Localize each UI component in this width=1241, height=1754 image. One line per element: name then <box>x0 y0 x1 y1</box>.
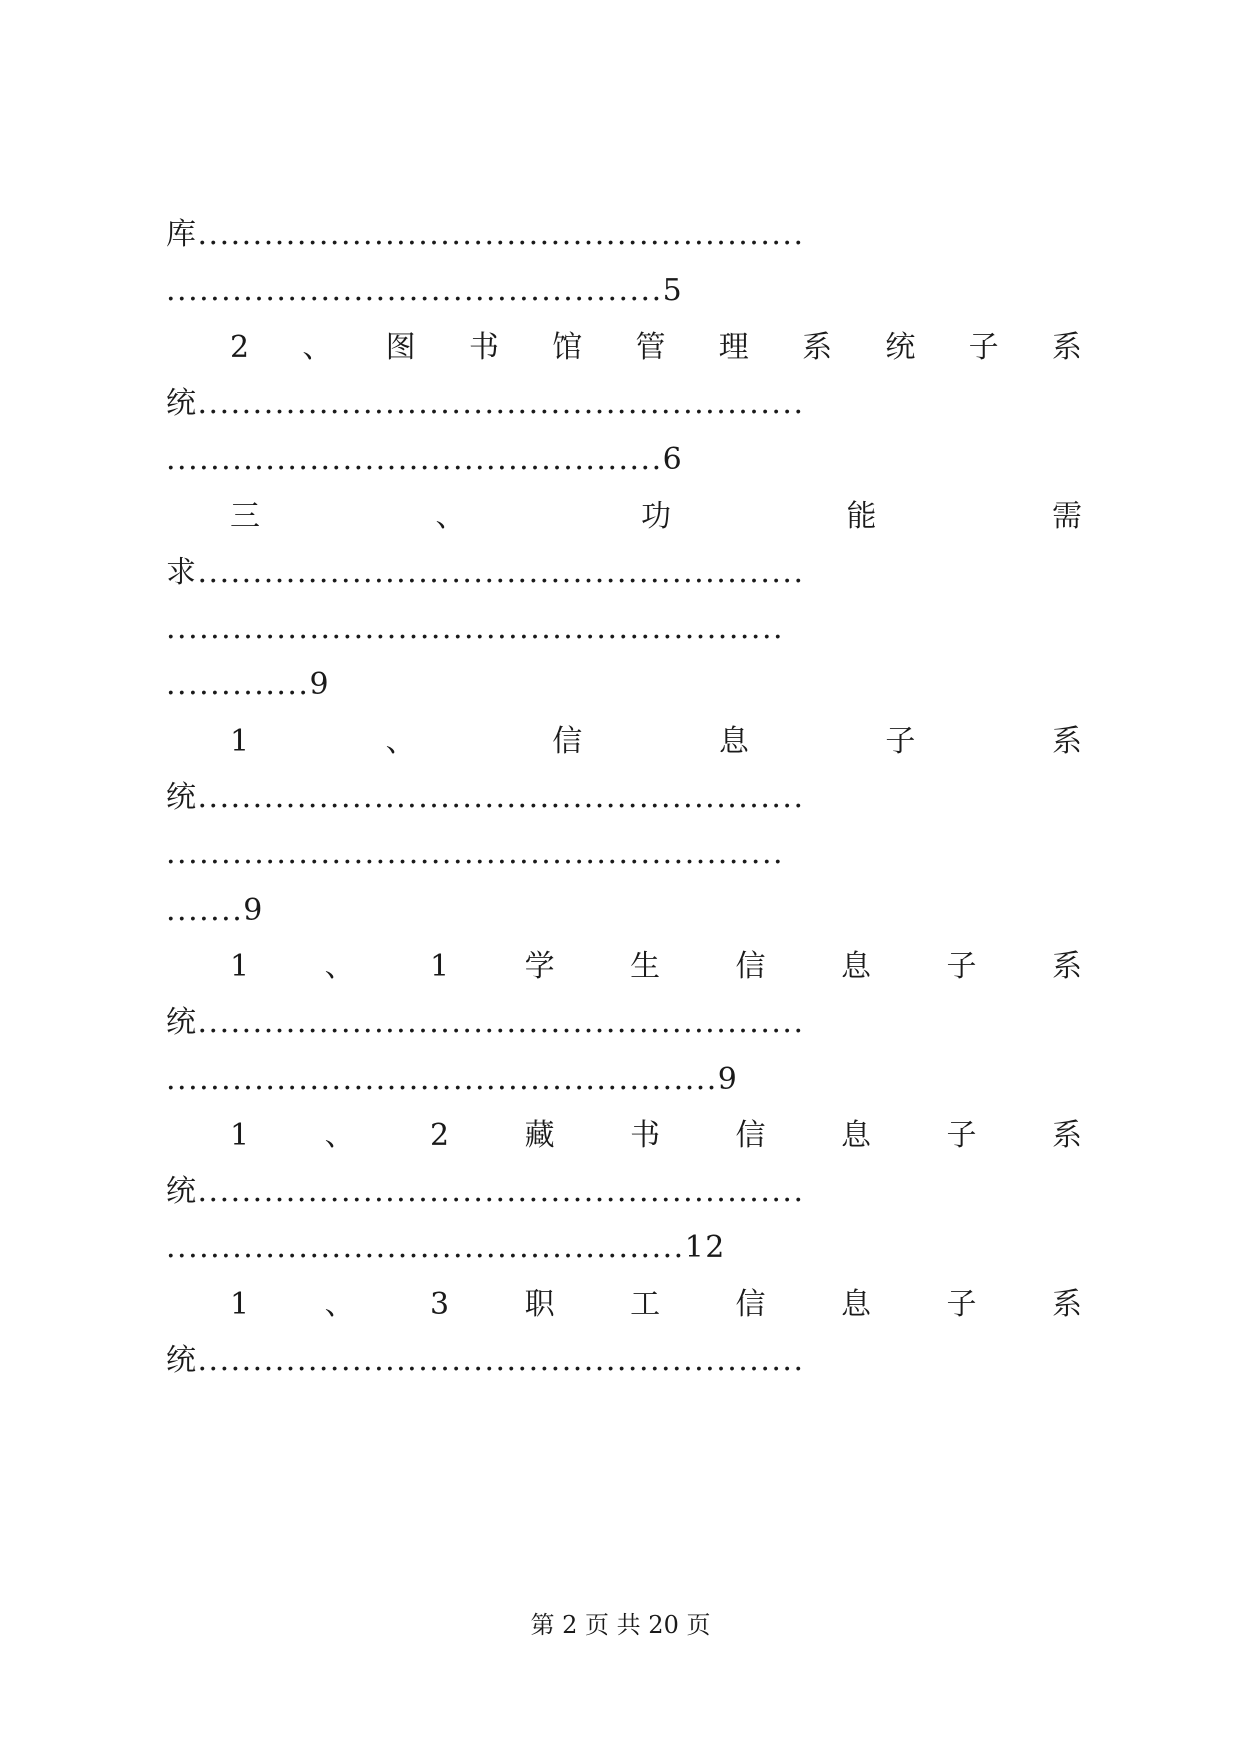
toc-heading-char: 信 <box>735 1286 766 1322</box>
toc-heading-char: 1 <box>230 723 250 759</box>
toc-heading-char: 信 <box>735 948 766 984</box>
toc-entry-leader: 统....................................................... <box>166 1343 805 1378</box>
page-footer: 第 2 页 共 20 页 <box>530 1611 711 1639</box>
toc-entry-leader: 求....................................................... <box>166 554 805 590</box>
toc-heading-char: 三 <box>230 498 260 534</box>
toc-entry-leader: 统....................................................... <box>166 1174 805 1210</box>
toc-entry-heading <box>230 1116 1082 1156</box>
toc-heading-char: 需 <box>1052 498 1082 534</box>
toc-heading-char: 、 <box>302 329 333 365</box>
toc-entry-leader: 统....................................................... <box>166 1005 805 1041</box>
toc-entry-heading <box>230 328 1082 368</box>
toc-entry-heading <box>230 1285 1082 1325</box>
toc-heading-char: 息 <box>841 1117 871 1153</box>
toc-heading-char: 系 <box>802 329 833 365</box>
toc-heading-char: 1 <box>430 948 450 984</box>
toc-heading-char: 子 <box>946 1117 977 1153</box>
toc-entry-leader: 统....................................................... <box>166 780 805 815</box>
toc-heading-char: 统 <box>885 329 916 365</box>
toc-heading-char: 系 <box>1051 1117 1082 1153</box>
toc-heading-char: 1 <box>230 1286 250 1322</box>
toc-heading-char: 子 <box>946 1286 977 1322</box>
toc-heading-char: 信 <box>735 1117 766 1153</box>
toc-heading-char: 理 <box>718 329 749 365</box>
toc-heading-char: 功 <box>641 498 671 534</box>
toc-heading-char: 2 <box>230 329 250 365</box>
toc-heading-char: 息 <box>718 723 749 759</box>
toc-entry-leader: 库....................................................... <box>166 217 805 252</box>
toc-heading-char: 职 <box>524 1286 555 1322</box>
toc-entry-leader: .............................................5 <box>166 273 684 309</box>
toc-heading-char: 系 <box>1051 723 1082 759</box>
toc-heading-char: 息 <box>841 948 871 984</box>
toc-heading-char: 系 <box>1051 948 1082 984</box>
toc-entry-leader: 统....................................................... <box>166 385 805 421</box>
toc-entry-leader: ..................................................9 <box>166 1061 739 1097</box>
toc-heading-char: 工 <box>630 1286 661 1322</box>
toc-heading-char: 图 <box>385 329 416 365</box>
toc-heading-char: 能 <box>846 498 877 534</box>
toc-heading-char: 、 <box>324 948 355 984</box>
toc-heading-char: 学 <box>524 948 555 984</box>
toc-entry-leader: .............9 <box>166 667 331 703</box>
toc-heading-char: 子 <box>946 948 977 984</box>
toc-heading-char: 书 <box>468 329 499 365</box>
toc-heading-char: 管 <box>635 329 666 365</box>
toc-entry-leader: ...............................................12 <box>166 1230 726 1266</box>
toc-heading-char: 1 <box>230 948 250 984</box>
toc-heading-char: 2 <box>430 1117 450 1153</box>
toc-heading-char: 馆 <box>552 329 583 365</box>
toc-heading-char: 系 <box>1051 1286 1082 1322</box>
toc-heading-char: 、 <box>324 1117 355 1153</box>
toc-entry-heading <box>230 722 1082 762</box>
toc-heading-char: 息 <box>841 1286 871 1322</box>
toc-entry-leader: ........................................................ <box>166 836 785 872</box>
toc-heading-char: 、 <box>324 1286 355 1322</box>
toc-heading-char: 子 <box>968 329 999 365</box>
toc-entry-leader: .............................................6 <box>166 442 684 478</box>
toc-heading-char: 、 <box>385 723 416 759</box>
toc-heading-char: 信 <box>552 723 583 759</box>
toc-entry-leader: ........................................................ <box>166 611 785 647</box>
toc-heading-char: 1 <box>230 1117 250 1153</box>
toc-entry-heading <box>230 947 1082 987</box>
toc-heading-char: 藏 <box>524 1117 555 1153</box>
toc-heading-char: 子 <box>885 723 916 759</box>
toc-heading-char: 系 <box>1051 329 1082 365</box>
toc-heading-char: 书 <box>630 1117 661 1153</box>
toc-entry-heading <box>230 497 1082 537</box>
toc-heading-char: 生 <box>630 948 661 984</box>
toc-entry-leader: .......9 <box>166 892 264 928</box>
toc-heading-char: 3 <box>430 1286 450 1322</box>
toc-heading-char: 、 <box>435 498 466 534</box>
